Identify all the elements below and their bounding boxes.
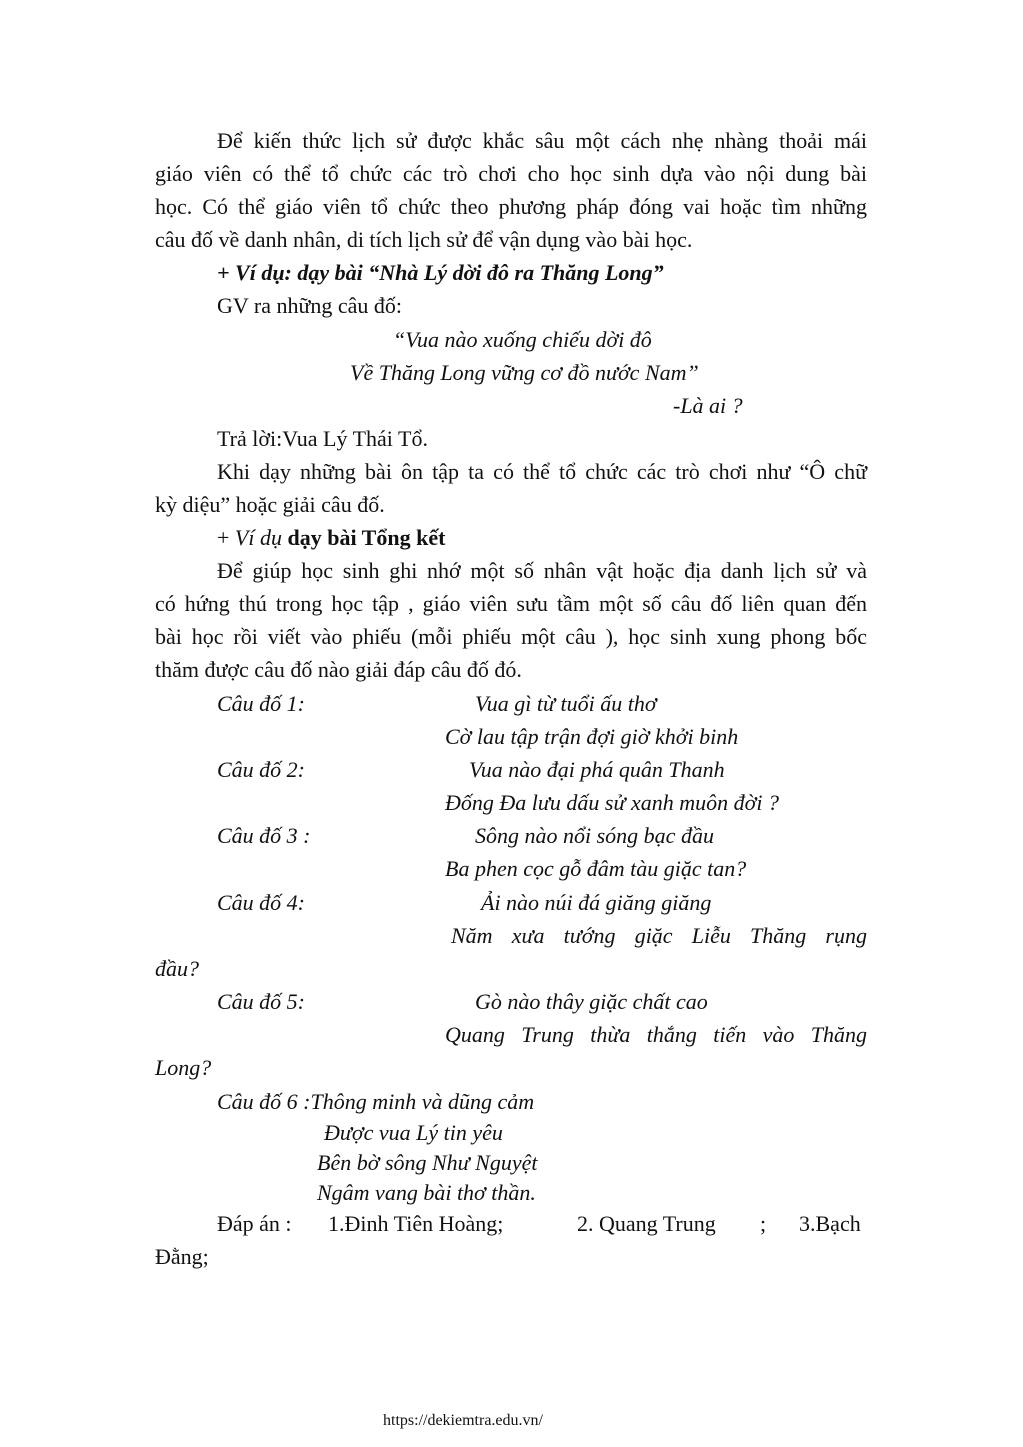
example2-label: Ví dụ: [234, 525, 282, 550]
riddle-4-line-2: Năm xưa tướng giặc Liễu Thăng rụng: [451, 923, 867, 948]
example1-who: -Là ai ?: [673, 393, 743, 418]
riddle-5-line-1: Gò nào thây giặc chất cao: [475, 989, 708, 1014]
example1-answer: Trả lời:Vua Lý Thái Tổ.: [217, 426, 428, 451]
intro-line-1: Để kiến thức lịch sử được khắc sâu một cách nhẹ nhàng thoải mái: [217, 128, 867, 153]
riddle-6-line-1: Thông minh và dũng cảm: [310, 1089, 535, 1114]
riddle-6-line-2: Được vua Lý tin yêu: [324, 1120, 503, 1145]
riddle-4-line-1: Ải nào núi đá giăng giăng: [481, 890, 712, 915]
example1-gv: GV ra những câu đố:: [217, 293, 403, 318]
footer-url: https://dekiemtra.edu.vn/: [383, 1412, 543, 1429]
review-line-2: kỳ diệu” hoặc giải câu đố.: [155, 492, 385, 517]
help-line-2: có hứng thú trong học tập , giáo viên sưu tầm một số câu đố liên quan đến: [155, 591, 867, 616]
riddle-3-line-1: Sông nào nổi sóng bạc đầu: [475, 823, 714, 848]
answers-label: Đáp án :: [217, 1211, 292, 1236]
answer-separator: ;: [760, 1211, 767, 1236]
riddle-1-line-2: Cờ lau tập trận đợi giờ khởi binh: [445, 724, 739, 749]
help-line-3: bài học rồi viết vào phiếu (mỗi phiếu một câu ), học sinh xung phong bốc: [155, 624, 867, 649]
riddle-1-line-1: Vua gì từ tuổi ấu thơ: [475, 691, 657, 716]
answer-continuation: Đằng;: [155, 1244, 209, 1269]
example2-prefix: +: [217, 525, 235, 550]
intro-line-2: giáo viên có thể tổ chức các trò chơi cho học sinh dựa vào nội dung bài: [155, 161, 867, 186]
intro-line-3: học. Có thể giáo viên tổ chức theo phương pháp đóng vai hoặc tìm những: [155, 194, 867, 219]
riddle-6-line-4: Ngâm vang bài thơ thần.: [317, 1180, 536, 1205]
riddle-6-label: Câu đố 6 :: [217, 1089, 311, 1114]
riddle-2-label: Câu đố 2:: [217, 757, 305, 782]
example2-title: dạy bài Tổng kết: [287, 525, 446, 550]
riddle-5-line-3: Long?: [155, 1055, 212, 1080]
riddle-4-label: Câu đố 4:: [217, 890, 305, 915]
example1-heading: + Ví dụ: dạy bài “Nhà Lý dời đô ra Thăng Long”: [217, 260, 664, 285]
example1-verse-1: “Vua nào xuống chiếu dời đô: [393, 327, 652, 352]
riddle-6-line-3: Bên bờ sông Như Nguyệt: [317, 1150, 538, 1175]
review-line-1: Khi dạy những bài ôn tập ta có thể tổ chức các trò chơi như “Ô chữ: [217, 459, 867, 484]
help-line-1: Để giúp học sinh ghi nhớ một số nhân vật hoặc địa danh lịch sử và: [217, 558, 867, 583]
riddle-1-label: Câu đố 1:: [217, 691, 305, 716]
example1-verse-2: Về Thăng Long vững cơ đồ nước Nam”: [350, 360, 699, 385]
example2-heading: [217, 521, 445, 554]
riddle-2-line-1: Vua nào đại phá quân Thanh: [469, 757, 725, 782]
answer-3: 3.Bạch: [799, 1211, 861, 1236]
riddle-6-first-line: [217, 1085, 534, 1118]
riddle-2-line-2: Đống Đa lưu dấu sử xanh muôn đời ?: [445, 790, 779, 815]
intro-line-4: câu đố về danh nhân, di tích lịch sử để vận dụng vào bài học.: [155, 227, 693, 252]
riddle-4-line-3: đầu?: [155, 956, 199, 981]
answer-2: 2. Quang Trung: [577, 1211, 716, 1236]
riddle-5-line-2: Quang Trung thừa thắng tiến vào Thăng: [445, 1022, 867, 1047]
riddle-3-line-2: Ba phen cọc gỗ đâm tàu giặc tan?: [445, 856, 747, 881]
answer-1: 1.Đinh Tiên Hoàng;: [328, 1211, 504, 1236]
help-line-4: thăm được câu đố nào giải đáp câu đố đó.: [155, 657, 522, 682]
riddle-5-label: Câu đố 5:: [217, 989, 305, 1014]
riddle-3-label: Câu đố 3 :: [217, 823, 311, 848]
